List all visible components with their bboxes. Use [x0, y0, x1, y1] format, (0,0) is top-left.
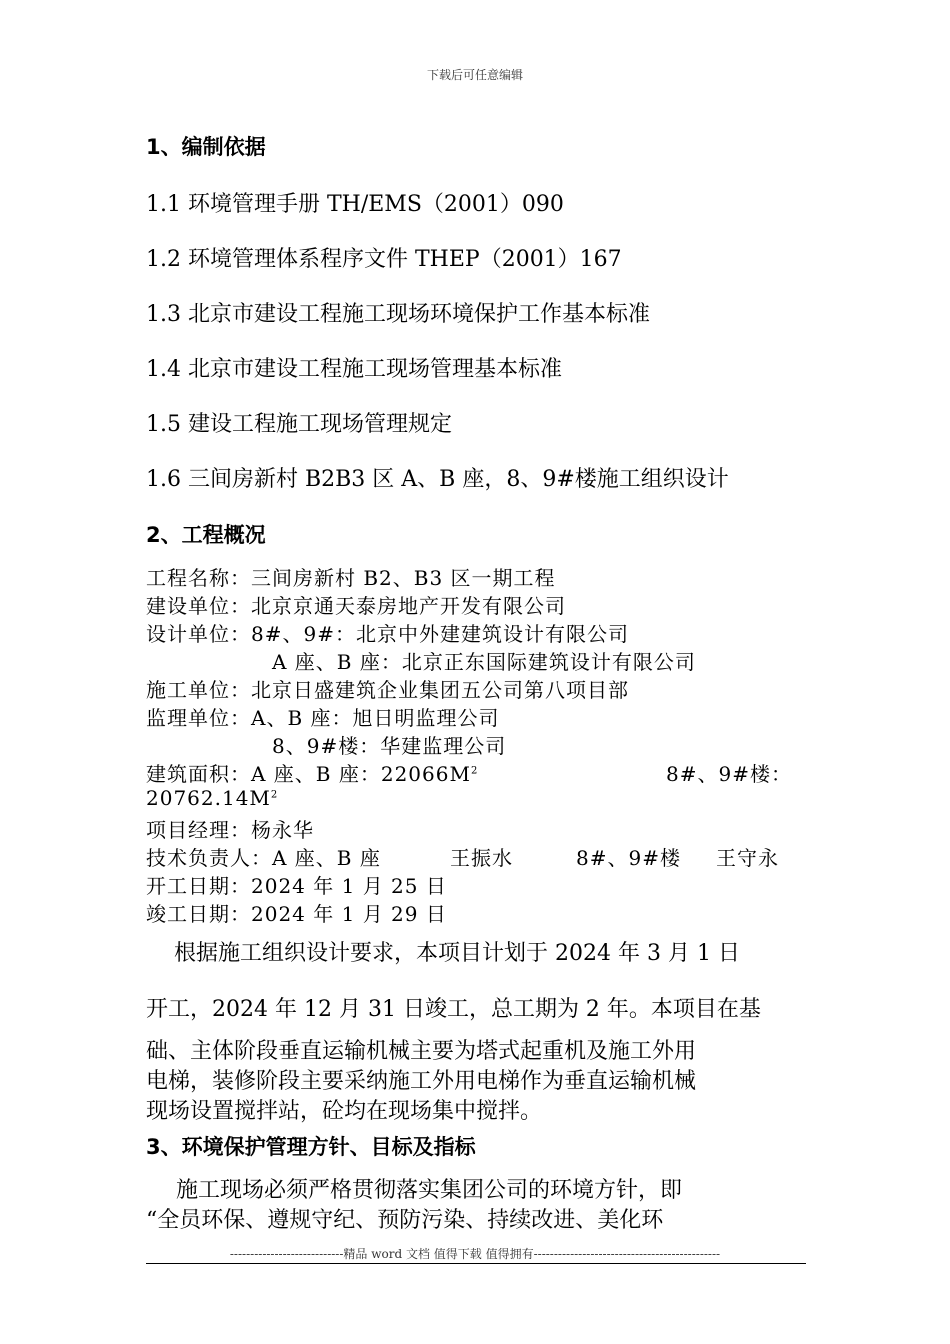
area-superscript: 2 — [470, 765, 479, 777]
building-area-label: 建筑面积：A 座、B 座：22066M — [146, 762, 471, 786]
reference-item: 1.1 环境管理手册 TH/EMS（2001）090 — [146, 192, 564, 217]
project-name: 工程名称：三间房新村 B2、B3 区一期工程 — [146, 566, 556, 590]
overview-paragraph-line: 开工，2024 年 12 月 31 日竣工，总工期为 2 年。本项目在基 — [146, 997, 761, 1022]
tech-lead-building-2: 8#、9#楼 — [576, 846, 681, 870]
building-area-2-value: 20762.14M — [146, 786, 271, 810]
policy-paragraph-line: 施工现场必须严格贯彻落实集团公司的环境方针，即 — [176, 1178, 683, 1203]
section-2-title: 2、工程概况 — [146, 523, 266, 547]
completion-date: 竣工日期：2024 年 1 月 29 日 — [146, 902, 447, 926]
tech-lead — [146, 842, 779, 871]
reference-item: 1.3 北京市建设工程施工现场环境保护工作基本标准 — [146, 302, 650, 327]
contractor-unit: 施工单位：北京日盛建筑企业集团五公司第八项目部 — [146, 678, 629, 702]
section-3-title: 3、环境保护管理方针、目标及指标 — [146, 1135, 476, 1159]
supervisor-unit: 监理单位：A、B 座：旭日明监理公司 — [146, 706, 500, 730]
reference-item: 1.2 环境管理体系程序文件 THEP（2001）167 — [146, 247, 622, 272]
section-1-title: 1、编制依据 — [146, 135, 266, 159]
building-area-right: 8#、9#楼： — [666, 762, 792, 786]
reference-item: 1.6 三间房新村 B2B3 区 A、B 座，8、9#楼施工组织设计 — [146, 467, 729, 492]
building-area-2 — [146, 786, 278, 810]
owner-unit: 建设单位：北京京通天泰房地产开发有限公司 — [146, 594, 566, 618]
policy-paragraph-line: “全员环保、遵规守纪、预防污染、持续改进、美化环 — [146, 1208, 664, 1233]
design-unit: 设计单位：8#、9#：北京中外建建筑设计有限公司 — [146, 622, 629, 646]
tech-lead-label: 技术负责人：A 座、B 座 — [146, 846, 381, 870]
reference-item: 1.4 北京市建设工程施工现场管理基本标准 — [146, 357, 562, 382]
supervisor-unit-2: 8、9#楼：华建监理公司 — [272, 734, 507, 758]
reference-item: 1.5 建设工程施工现场管理规定 — [146, 412, 452, 437]
building-area — [146, 758, 792, 787]
header-note: 下载后可任意编辑 — [426, 68, 523, 82]
footer-rule — [146, 1263, 806, 1264]
start-date: 开工日期：2024 年 1 月 25 日 — [146, 874, 447, 898]
design-unit-2: A 座、B 座：北京正东国际建筑设计有限公司 — [272, 650, 696, 674]
tech-lead-name-2: 王守永 — [716, 846, 779, 870]
tech-lead-name-1: 王振水 — [450, 846, 513, 870]
overview-paragraph-line: 电梯，装修阶段主要采纳施工外用电梯作为垂直运输机械 — [146, 1069, 697, 1094]
overview-paragraph-line: 根据施工组织设计要求，本项目计划于 2024 年 3 月 1 日 — [174, 941, 740, 966]
overview-paragraph-line: 现场设置搅拌站，砼均在现场集中搅拌。 — [146, 1099, 543, 1124]
footer-note: ----------------------------精品 word 文档 值得下载 值得拥有---------------------------------------------- — [229, 1247, 721, 1261]
area-2-superscript: 2 — [270, 789, 279, 801]
overview-paragraph-line: 础、主体阶段垂直运输机械主要为塔式起重机及施工外用 — [146, 1039, 697, 1064]
project-manager: 项目经理：杨永华 — [146, 818, 314, 842]
